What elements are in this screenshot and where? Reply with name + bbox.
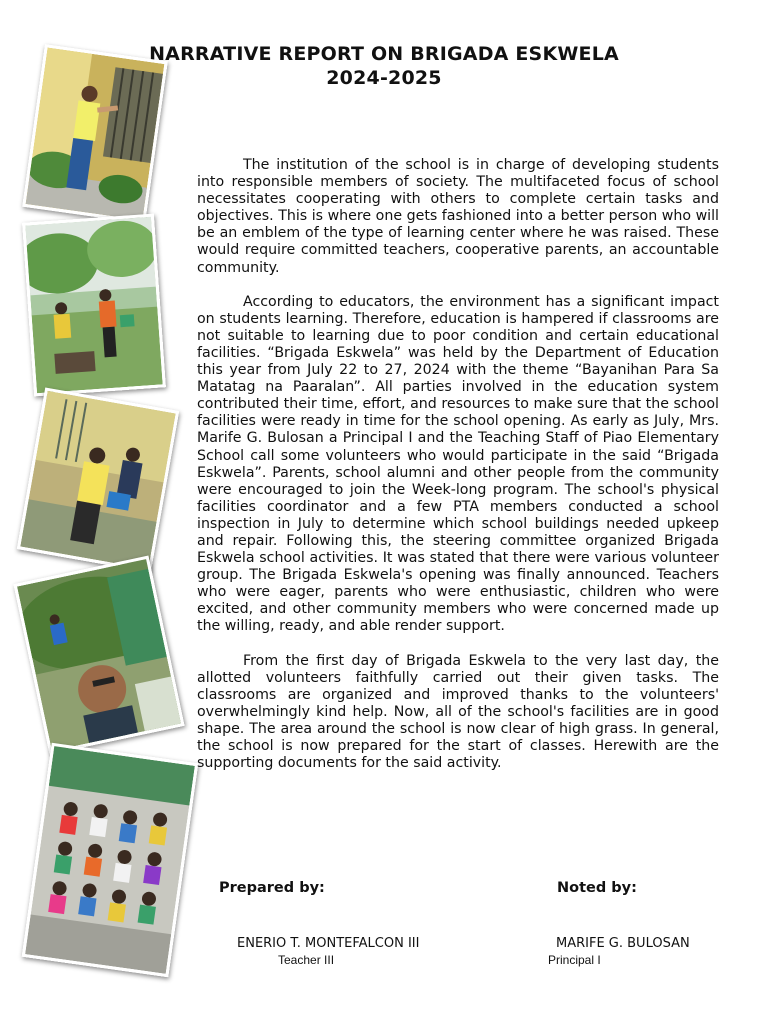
preparer-name: ENERIO T. MONTEFALCON III: [237, 936, 420, 951]
photo-volunteers-yard-work: [22, 214, 166, 397]
prepared-by-label: Prepared by:: [219, 880, 325, 896]
photo-parents-cleaning: [17, 387, 179, 572]
photo-group-of-students: [22, 743, 199, 977]
photo-volunteer-cleaning-wall: [22, 44, 168, 224]
report-body: [197, 157, 719, 789]
photo-volunteer-selfie: [13, 556, 184, 755]
noted-by-label: Noted by:: [557, 880, 637, 896]
preparer-title: Teacher III: [278, 953, 335, 967]
document-year: 2024-2025: [326, 67, 442, 89]
noter-title: Principal I: [548, 953, 601, 967]
paragraph-brigada-details: According to educators, the environment has a significant impact on students learning. Therefore, education is hampered if classrooms are not suitable to learning due to poor condition and certain educational facilities. “Brigada Eskwela” was held by the Department of Education this year from July 22 to 27, 2024 with the theme “Bayanihan Para Sa Matatag na Paaralan”. All parties involved in the education system contributed their time, effort, and resources to make sure that the school facilities were ready in time for the school opening. As early as July, Mrs. Marife G. Bulosan a Principal I and the Teaching Staff of Piao Elementary School call some volunteers who would participate in the said “Brigada Eskwela”. Parents, school alumni and other people from the community were encouraged to join the Week-long program. The school's physical facilities coordinator and a few PTA members conducted a school inspection in July to determine which school buildings needed upkeep and repair. Following this, the steering committee organized Brigada Eskwela school activities. It was stated that there were various volunteer group. The Brigada Eskwela's opening was finally announced. Teachers who were eager, parents who were enthusiastic, children who were excited, and other community members who were concerned made up the willing, ready, and able render support.: [197, 293, 719, 635]
paragraph-conclusion: From the first day of Brigada Eskwela to the very last day, the allotted volunteers faithfully carried out their given tasks. The classrooms are organized and improved thanks to the volunteers' overwhelmingly kind help. Now, all of the school's facilities are in good shape. The area around the school is now clear of high grass. In general, the school is now prepared for the start of classes. Herewith are the supporting documents for the said activity.: [197, 652, 719, 772]
document-title: NARRATIVE REPORT ON BRIGADA ESKWELA: [149, 43, 619, 65]
noter-name: MARIFE G. BULOSAN: [556, 936, 690, 951]
paragraph-intro: The institution of the school is in charge of developing students into responsible members of society. The multifaceted focus of school necessitates cooperating with others to complete certain tasks and objectives. This is where one gets fashioned into a better person who will be an emblem of the type of learning center where he was raised. These would require committed teachers, cooperative parents, an accountable community.: [197, 157, 719, 276]
